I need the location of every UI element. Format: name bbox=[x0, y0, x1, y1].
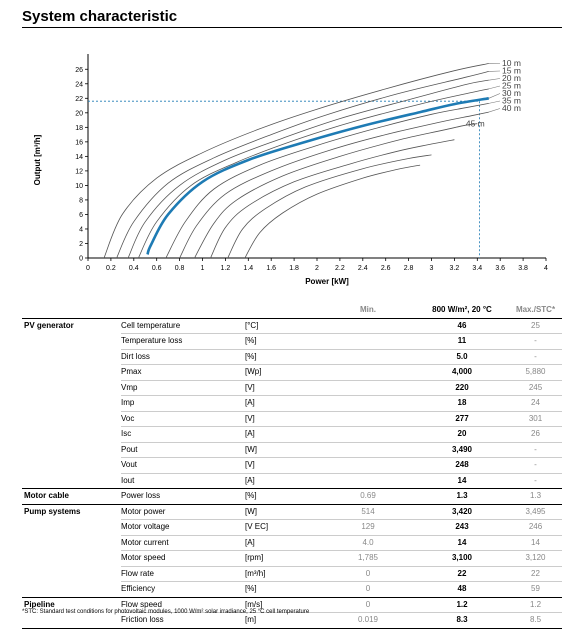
cell-max: 301 bbox=[509, 411, 562, 427]
cell-unit: [%] bbox=[245, 334, 321, 350]
cell-max: 25 bbox=[509, 318, 562, 334]
table-row bbox=[22, 442, 562, 458]
cell-val: 1.2 bbox=[415, 597, 509, 613]
series-label: 20 m bbox=[502, 73, 521, 83]
cell-unit: [°C] bbox=[245, 318, 321, 334]
table-row bbox=[22, 427, 562, 443]
series-leader-line bbox=[489, 109, 500, 113]
cell-group bbox=[22, 535, 121, 551]
header-min: Min. bbox=[321, 303, 415, 318]
table-row bbox=[22, 566, 562, 582]
cell-max: 59 bbox=[509, 582, 562, 598]
cell-param: Pmax bbox=[121, 365, 245, 381]
cell-group bbox=[22, 458, 121, 474]
y-tick-label: 24 bbox=[75, 81, 83, 88]
series-label: 30 m bbox=[502, 88, 521, 98]
cell-val: 277 bbox=[415, 411, 509, 427]
curve-30m bbox=[148, 98, 489, 254]
cell-group: Pump systems bbox=[22, 504, 121, 520]
x-tick-label: 0.2 bbox=[106, 265, 116, 272]
cell-val: 14 bbox=[415, 535, 509, 551]
cell-param: Pout bbox=[121, 442, 245, 458]
cell-group bbox=[22, 396, 121, 412]
cell-min: 0 bbox=[321, 597, 415, 613]
table-row bbox=[22, 365, 562, 381]
cell-param: Imp bbox=[121, 396, 245, 412]
cell-val: 5.0 bbox=[415, 349, 509, 365]
curve-unlabeled-8 bbox=[211, 140, 455, 258]
x-tick-label: 2.4 bbox=[358, 265, 368, 272]
y-tick-label: 2 bbox=[79, 241, 83, 248]
cell-max: 8.5 bbox=[509, 613, 562, 629]
x-tick-label: 1.6 bbox=[266, 265, 276, 272]
curve-15m bbox=[117, 71, 489, 258]
table-row bbox=[22, 380, 562, 396]
table-row bbox=[22, 318, 562, 334]
x-tick-label: 0.6 bbox=[152, 265, 162, 272]
cell-group bbox=[22, 427, 121, 443]
cell-param: Cell temperature bbox=[121, 318, 245, 334]
cell-unit: [A] bbox=[245, 427, 321, 443]
series-label: 15 m bbox=[502, 66, 521, 76]
cell-val: 14 bbox=[415, 473, 509, 489]
curve-unlabeled-10 bbox=[245, 165, 420, 258]
cell-min bbox=[321, 411, 415, 427]
header-max: Max./STC* bbox=[509, 303, 562, 318]
cell-param: Iout bbox=[121, 473, 245, 489]
cell-val: 48 bbox=[415, 582, 509, 598]
cell-min bbox=[321, 334, 415, 350]
cell-max: 1.3 bbox=[509, 489, 562, 505]
cell-group: PV generator bbox=[22, 318, 121, 334]
x-tick-label: 2.8 bbox=[404, 265, 414, 272]
cell-param: Temperature loss bbox=[121, 334, 245, 350]
y-tick-label: 22 bbox=[75, 96, 83, 103]
table-row bbox=[22, 520, 562, 536]
cell-min: 514 bbox=[321, 504, 415, 520]
cell-unit: [%] bbox=[245, 582, 321, 598]
y-tick-label: 16 bbox=[75, 139, 83, 146]
cell-val: 220 bbox=[415, 380, 509, 396]
cell-param: Motor current bbox=[121, 535, 245, 551]
cell-group bbox=[22, 582, 121, 598]
table-row bbox=[22, 489, 562, 505]
x-tick-label: 2.6 bbox=[381, 265, 391, 272]
y-tick-label: 10 bbox=[75, 183, 83, 190]
cell-group: Motor cable bbox=[22, 489, 121, 505]
cell-param: Motor voltage bbox=[121, 520, 245, 536]
cell-param: Efficiency bbox=[121, 582, 245, 598]
x-tick-label: 3.4 bbox=[472, 265, 482, 272]
cell-val: 8.3 bbox=[415, 613, 509, 629]
cell-max: - bbox=[509, 442, 562, 458]
cell-min bbox=[321, 427, 415, 443]
cell-unit: [rpm] bbox=[245, 551, 321, 567]
cell-min: 0 bbox=[321, 566, 415, 582]
cell-val: 18 bbox=[415, 396, 509, 412]
cell-max: 3,120 bbox=[509, 551, 562, 567]
cell-param: Flow speed bbox=[121, 597, 245, 613]
cell-min bbox=[321, 458, 415, 474]
table-row bbox=[22, 396, 562, 412]
header-main: 800 W/m², 20 °C bbox=[415, 303, 509, 318]
x-tick-label: 1.4 bbox=[243, 265, 253, 272]
cell-unit: [m/s] bbox=[245, 597, 321, 613]
cell-unit: [A] bbox=[245, 396, 321, 412]
x-tick-label: 1.2 bbox=[221, 265, 231, 272]
curve-20m bbox=[128, 80, 489, 258]
y-tick-label: 26 bbox=[75, 67, 83, 74]
cell-max: 24 bbox=[509, 396, 562, 412]
cell-val: 20 bbox=[415, 427, 509, 443]
cell-unit: [%] bbox=[245, 489, 321, 505]
x-axis-label: Power [kW] bbox=[305, 277, 349, 286]
cell-param: Motor speed bbox=[121, 551, 245, 567]
series-leader-line bbox=[489, 94, 500, 99]
cell-group bbox=[22, 473, 121, 489]
cell-unit: [m³/h] bbox=[245, 566, 321, 582]
y-tick-label: 6 bbox=[79, 212, 83, 219]
series-label: 40 m bbox=[502, 103, 521, 113]
cell-unit: [W] bbox=[245, 442, 321, 458]
cell-param: Flow rate bbox=[121, 566, 245, 582]
cell-unit: [A] bbox=[245, 535, 321, 551]
cell-group bbox=[22, 551, 121, 567]
y-tick-label: 18 bbox=[75, 125, 83, 132]
cell-group bbox=[22, 349, 121, 365]
cell-max: 22 bbox=[509, 566, 562, 582]
x-tick-label: 4 bbox=[544, 265, 548, 272]
cell-val: 1.3 bbox=[415, 489, 509, 505]
cell-max: - bbox=[509, 458, 562, 474]
cell-param: Vmp bbox=[121, 380, 245, 396]
x-tick-label: 0.8 bbox=[175, 265, 185, 272]
table-row bbox=[22, 473, 562, 489]
cell-val: 248 bbox=[415, 458, 509, 474]
y-tick-label: 20 bbox=[75, 110, 83, 117]
title-divider bbox=[22, 27, 562, 28]
x-tick-label: 3.8 bbox=[518, 265, 528, 272]
cell-val: 11 bbox=[415, 334, 509, 350]
series-label: 35 m bbox=[502, 96, 521, 106]
cell-param: Dirt loss bbox=[121, 349, 245, 365]
cell-max: 14 bbox=[509, 535, 562, 551]
cell-min: 0.69 bbox=[321, 489, 415, 505]
cell-param: Motor power bbox=[121, 504, 245, 520]
table-header-row bbox=[22, 303, 562, 318]
curve-25m bbox=[138, 89, 488, 258]
series-label: 10 m bbox=[502, 58, 521, 68]
footnote: *STC: Standard test conditions for photovoltaic modules, 1000 W/m² solar irradiance, 25 °C cell temperature bbox=[22, 609, 309, 615]
cell-val: 3,490 bbox=[415, 442, 509, 458]
cell-min: 0.019 bbox=[321, 613, 415, 629]
cell-val: 3,420 bbox=[415, 504, 509, 520]
cell-unit: [V] bbox=[245, 380, 321, 396]
cell-val: 4,000 bbox=[415, 365, 509, 381]
cell-unit: [V] bbox=[245, 458, 321, 474]
cell-unit: [V] bbox=[245, 411, 321, 427]
table-row bbox=[22, 551, 562, 567]
cell-min bbox=[321, 380, 415, 396]
cell-max: 1.2 bbox=[509, 597, 562, 613]
cell-min bbox=[321, 349, 415, 365]
cell-param: Vout bbox=[121, 458, 245, 474]
x-tick-label: 1 bbox=[201, 265, 205, 272]
cell-param: Power loss bbox=[121, 489, 245, 505]
cell-max: 3,495 bbox=[509, 504, 562, 520]
cell-val: 3,100 bbox=[415, 551, 509, 567]
x-tick-label: 3 bbox=[430, 265, 434, 272]
table-row bbox=[22, 349, 562, 365]
cell-unit: [%] bbox=[245, 349, 321, 365]
cell-max: - bbox=[509, 349, 562, 365]
cell-val: 243 bbox=[415, 520, 509, 536]
cell-group: Pipeline bbox=[22, 597, 121, 613]
cell-param: Voc bbox=[121, 411, 245, 427]
cell-min: 129 bbox=[321, 520, 415, 536]
x-tick-label: 3.6 bbox=[495, 265, 505, 272]
y-tick-label: 4 bbox=[79, 226, 83, 233]
table-row bbox=[22, 458, 562, 474]
table-row bbox=[22, 504, 562, 520]
characteristics-table bbox=[22, 303, 562, 629]
y-tick-label: 0 bbox=[79, 256, 83, 263]
cell-min bbox=[321, 396, 415, 412]
cell-max: 246 bbox=[509, 520, 562, 536]
cell-min: 0 bbox=[321, 582, 415, 598]
cell-val: 46 bbox=[415, 318, 509, 334]
x-tick-label: 1.8 bbox=[289, 265, 299, 272]
x-tick-label: 0 bbox=[86, 265, 90, 272]
cell-max: 5,880 bbox=[509, 365, 562, 381]
cell-group bbox=[22, 520, 121, 536]
cell-min bbox=[321, 365, 415, 381]
cell-group bbox=[22, 380, 121, 396]
cell-max: 26 bbox=[509, 427, 562, 443]
curve-35m bbox=[166, 103, 489, 258]
cell-max: 245 bbox=[509, 380, 562, 396]
curve-10m bbox=[104, 64, 489, 259]
series-label: 45 m bbox=[466, 119, 485, 129]
cell-val: 22 bbox=[415, 566, 509, 582]
x-tick-label: 3.2 bbox=[450, 265, 460, 272]
cell-group bbox=[22, 365, 121, 381]
table-row bbox=[22, 535, 562, 551]
cell-param: Isc bbox=[121, 427, 245, 443]
cell-unit: [W] bbox=[245, 504, 321, 520]
x-tick-label: 2 bbox=[315, 265, 319, 272]
system-characteristic-chart bbox=[0, 40, 588, 295]
cell-unit: [A] bbox=[245, 473, 321, 489]
series-leader-line bbox=[489, 101, 500, 103]
cell-unit: [m] bbox=[245, 613, 321, 629]
series-leader-line bbox=[489, 79, 500, 81]
cell-unit: [V EC] bbox=[245, 520, 321, 536]
cell-group bbox=[22, 442, 121, 458]
y-axis-label: Output [m³/h] bbox=[33, 134, 42, 185]
cell-min bbox=[321, 318, 415, 334]
cell-min bbox=[321, 473, 415, 489]
cell-min: 1,785 bbox=[321, 551, 415, 567]
cell-min: 4.0 bbox=[321, 535, 415, 551]
page-title: System characteristic bbox=[22, 8, 177, 25]
series-leader-line bbox=[489, 86, 500, 89]
cell-unit: [Wp] bbox=[245, 365, 321, 381]
y-tick-label: 8 bbox=[79, 197, 83, 204]
cell-max: - bbox=[509, 334, 562, 350]
cell-min bbox=[321, 442, 415, 458]
series-label: 25 m bbox=[502, 81, 521, 91]
cell-group bbox=[22, 566, 121, 582]
cell-group bbox=[22, 334, 121, 350]
y-tick-label: 14 bbox=[75, 154, 83, 161]
cell-group bbox=[22, 411, 121, 427]
table-row bbox=[22, 334, 562, 350]
cell-max: - bbox=[509, 473, 562, 489]
table-row bbox=[22, 582, 562, 598]
x-tick-label: 2.2 bbox=[335, 265, 345, 272]
cell-param: Friction loss bbox=[121, 613, 245, 629]
x-tick-label: 0.4 bbox=[129, 265, 139, 272]
table-row bbox=[22, 411, 562, 427]
y-tick-label: 12 bbox=[75, 168, 83, 175]
